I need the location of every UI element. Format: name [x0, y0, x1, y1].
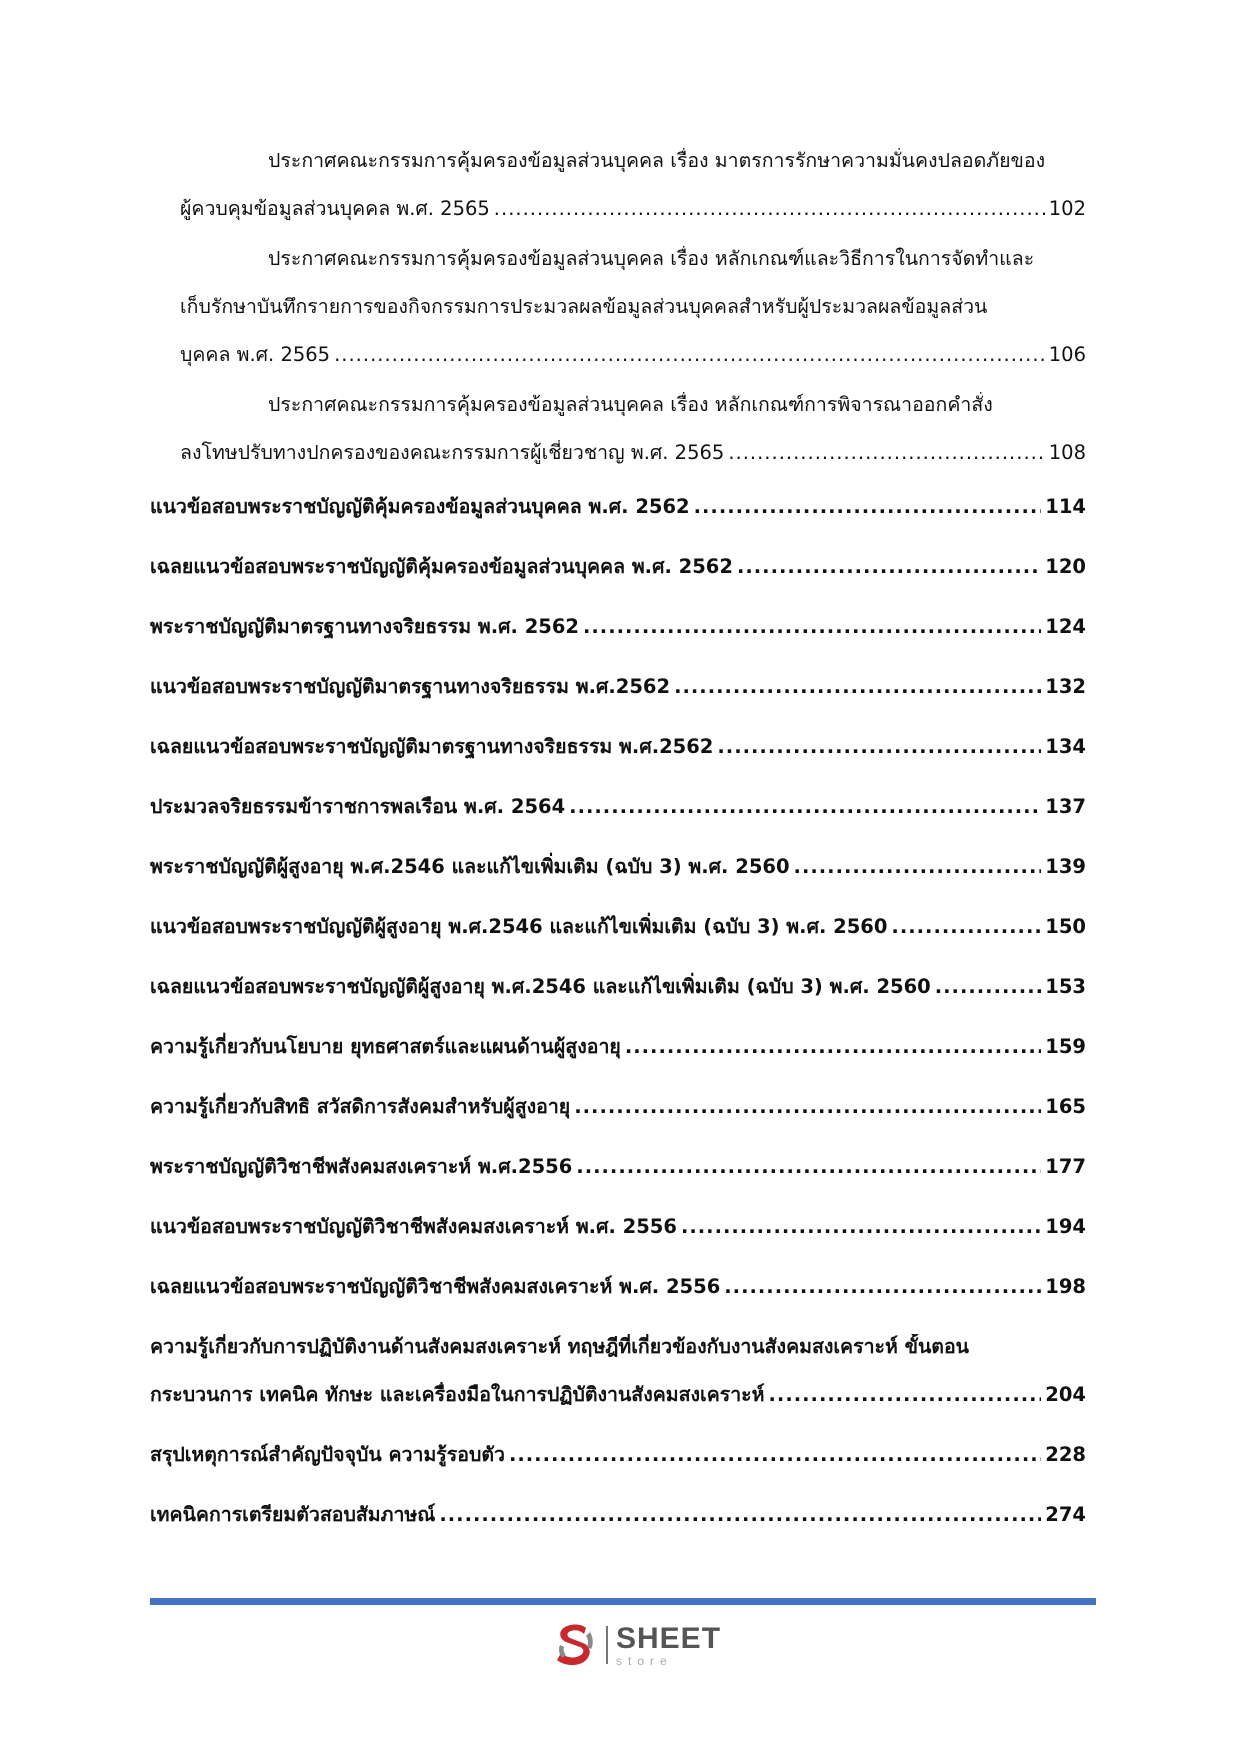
toc-entry-line — [150, 974, 1086, 1000]
toc-entry-line — [150, 1094, 1086, 1120]
toc-entry[interactable] — [150, 554, 1086, 580]
dot-leader — [569, 794, 1041, 820]
page-number: 150 — [1045, 915, 1086, 938]
dot-leader — [674, 674, 1041, 700]
toc-entry-title: แนวข้อสอบพระราชบัญญัติวิชาชีพสังคมสงเคราะห์ พ.ศ. 2556 — [150, 1215, 677, 1238]
page-number: 108 — [1048, 441, 1086, 464]
dot-leader — [334, 342, 1045, 368]
toc-entry[interactable] — [150, 794, 1086, 820]
page-number: 124 — [1045, 615, 1086, 638]
toc-entry-line — [150, 1442, 1086, 1468]
page-number: 139 — [1045, 855, 1086, 878]
toc-entry[interactable] — [150, 1154, 1086, 1180]
toc-entry-text: ประกาศคณะกรรมการคุ้มครองข้อมูลส่วนบุคคล เรื่อง มาตรการรักษาความมั่นคงปลอดภัยของ — [268, 149, 1046, 172]
toc-entry-line — [150, 674, 1086, 700]
toc-entry-text: ลงโทษปรับทางปกครองของคณะกรรมการผู้เชี่ยวชาญ พ.ศ. 2565 — [180, 441, 725, 464]
page-number: 106 — [1048, 343, 1086, 366]
dot-leader — [935, 974, 1042, 1000]
toc-entry-line — [150, 914, 1086, 940]
toc-entry[interactable] — [150, 854, 1086, 880]
toc-entry-title: เทคนิคการเตรียมตัวสอบสัมภาษณ์ — [150, 1503, 436, 1526]
toc-entry-title: ความรู้เกี่ยวกับการปฏิบัติงานด้านสังคมสงเคราะห์ ทฤษฎีที่เกี่ยวข้องกับงานสังคมสงเคราะห์ ขั้นตอน — [150, 1335, 969, 1358]
dot-leader — [576, 1154, 1041, 1180]
dot-leader — [737, 554, 1041, 580]
toc-entry[interactable] — [150, 1094, 1086, 1120]
dot-leader — [509, 1442, 1041, 1468]
toc-entry-title: แนวข้อสอบพระราชบัญญัติมาตรฐานทางจริยธรรม พ.ศ.2562 — [150, 675, 671, 698]
footer-rule — [150, 1598, 1096, 1605]
toc-sub-entry[interactable] — [150, 148, 1086, 222]
toc-entry-line — [150, 1382, 1086, 1408]
toc-entry[interactable] — [150, 1274, 1086, 1300]
toc-entry-text: ประกาศคณะกรรมการคุ้มครองข้อมูลส่วนบุคคล เรื่อง หลักเกณฑ์และวิธีการในการจัดทำและ — [268, 247, 1035, 270]
page-number: 153 — [1045, 975, 1086, 998]
toc-entry-text: ประกาศคณะกรรมการคุ้มครองข้อมูลส่วนบุคคล เรื่อง หลักเกณฑ์การพิจารณาออกคำสั่ง — [268, 393, 993, 416]
dot-leader — [794, 854, 1042, 880]
toc-entry[interactable] — [150, 494, 1086, 520]
page-number: 134 — [1045, 735, 1086, 758]
toc-entry-title: เฉลยแนวข้อสอบพระราชบัญญัติคุ้มครองข้อมูลส่วนบุคคล พ.ศ. 2562 — [150, 555, 733, 578]
toc-entry-final-line — [150, 440, 1086, 466]
toc-entry-title: เฉลยแนวข้อสอบพระราชบัญญัติวิชาชีพสังคมสงเคราะห์ พ.ศ. 2556 — [150, 1275, 721, 1298]
toc-entry-title: ประมวลจริยธรรมข้าราชการพลเรือน พ.ศ. 2564 — [150, 795, 566, 818]
dot-leader — [439, 1502, 1041, 1528]
toc-entry-final-line — [150, 342, 1086, 368]
dot-leader — [681, 1214, 1041, 1240]
toc-entry-text: บุคคล พ.ศ. 2565 — [180, 343, 331, 366]
toc-entry-title: พระราชบัญญัติวิชาชีพสังคมสงเคราะห์ พ.ศ.2556 — [150, 1155, 573, 1178]
page-number: 102 — [1048, 197, 1086, 220]
page-number: 204 — [1045, 1383, 1086, 1406]
sheet-store-s-icon — [552, 1620, 600, 1670]
toc-entry-title: ความรู้เกี่ยวกับสิทธิ สวัสดิการสังคมสำหรับผู้สูงอายุ — [150, 1095, 571, 1118]
toc-entry-line — [150, 1502, 1086, 1528]
toc-entry-line — [150, 854, 1086, 880]
sheet-store-logo — [552, 1618, 722, 1672]
toc-entry[interactable] — [150, 614, 1086, 640]
toc-entry-title: เฉลยแนวข้อสอบพระราชบัญญัติผู้สูงอายุ พ.ศ.2546 และแก้ไขเพิ่มเติม (ฉบับ 3) พ.ศ. 2560 — [150, 975, 931, 998]
toc-entry-line — [150, 1154, 1086, 1180]
brand-text — [616, 1621, 722, 1668]
toc-entry-line — [150, 1274, 1086, 1300]
toc-entry-line — [150, 734, 1086, 760]
toc-entry[interactable] — [150, 674, 1086, 700]
dot-leader — [891, 914, 1041, 940]
toc-entry[interactable] — [150, 734, 1086, 760]
toc-entry-title: ความรู้เกี่ยวกับนโยบาย ยุทธศาสตร์และแผนด้านผู้สูงอายุ — [150, 1035, 621, 1058]
page-number: 194 — [1045, 1215, 1086, 1238]
toc-entry-line — [150, 794, 1086, 820]
page-number: 159 — [1045, 1035, 1086, 1058]
dot-leader — [724, 1274, 1041, 1300]
toc-entry[interactable] — [150, 1334, 1086, 1408]
toc-sub-entry[interactable] — [150, 392, 1086, 466]
page-number: 165 — [1045, 1095, 1086, 1118]
toc-entry-title: สรุปเหตุการณ์สำคัญปัจจุบัน ความรู้รอบตัว — [150, 1443, 505, 1466]
dot-leader — [769, 1382, 1042, 1408]
toc-entry[interactable] — [150, 914, 1086, 940]
page-number: 132 — [1045, 675, 1086, 698]
page-number: 177 — [1045, 1155, 1086, 1178]
toc-entry-final-line — [150, 196, 1086, 222]
dot-leader — [574, 1094, 1041, 1120]
dot-leader — [694, 494, 1042, 520]
dot-leader — [583, 614, 1041, 640]
table-of-contents — [150, 148, 1086, 1562]
dot-leader — [717, 734, 1041, 760]
toc-entry-title: พระราชบัญญัติมาตรฐานทางจริยธรรม พ.ศ. 2562 — [150, 615, 579, 638]
page-number: 114 — [1045, 495, 1086, 518]
toc-entry[interactable] — [150, 974, 1086, 1000]
page-number: 137 — [1045, 795, 1086, 818]
toc-entry-title: เฉลยแนวข้อสอบพระราชบัญญัติมาตรฐานทางจริยธรรม พ.ศ.2562 — [150, 735, 714, 758]
page-number: 228 — [1045, 1443, 1086, 1466]
toc-entry-text: ผู้ควบคุมข้อมูลส่วนบุคคล พ.ศ. 2565 — [180, 197, 490, 220]
brand-name: SHEET — [616, 1621, 722, 1655]
toc-entry[interactable] — [150, 1502, 1086, 1528]
toc-entry[interactable] — [150, 1034, 1086, 1060]
page-number: 120 — [1045, 555, 1086, 578]
toc-entry-line — [150, 1214, 1086, 1240]
dot-leader — [728, 440, 1044, 466]
toc-entry-line — [150, 614, 1086, 640]
toc-entry-title: แนวข้อสอบพระราชบัญญัติคุ้มครองข้อมูลส่วนบุคคล พ.ศ. 2562 — [150, 495, 690, 518]
toc-sub-entry[interactable] — [150, 246, 1086, 368]
toc-entry-line — [150, 494, 1086, 520]
toc-entry-line — [150, 1034, 1086, 1060]
toc-entry[interactable] — [150, 1214, 1086, 1240]
toc-entry-title: แนวข้อสอบพระราชบัญญัติผู้สูงอายุ พ.ศ.2546 และแก้ไขเพิ่มเติม (ฉบับ 3) พ.ศ. 2560 — [150, 915, 888, 938]
dot-leader — [494, 196, 1045, 222]
brand-tag: store — [616, 1653, 673, 1668]
toc-entry-title: กระบวนการ เทคนิค ทักษะ และเครื่องมือในการปฏิบัติงานสังคมสงเคราะห์ — [150, 1383, 765, 1406]
dot-leader — [625, 1034, 1041, 1060]
toc-entry-text: เก็บรักษาบันทึกรายการของกิจกรรมการประมวลผลข้อมูลส่วนบุคคลสำหรับผู้ประมวลผลข้อมูลส่วน — [180, 295, 988, 318]
toc-entry-title: พระราชบัญญัติผู้สูงอายุ พ.ศ.2546 และแก้ไขเพิ่มเติม (ฉบับ 3) พ.ศ. 2560 — [150, 855, 790, 878]
page-number: 274 — [1045, 1503, 1086, 1526]
page-number: 198 — [1045, 1275, 1086, 1298]
toc-entry-line — [150, 554, 1086, 580]
logo-separator — [606, 1626, 608, 1664]
toc-entry[interactable] — [150, 1442, 1086, 1468]
